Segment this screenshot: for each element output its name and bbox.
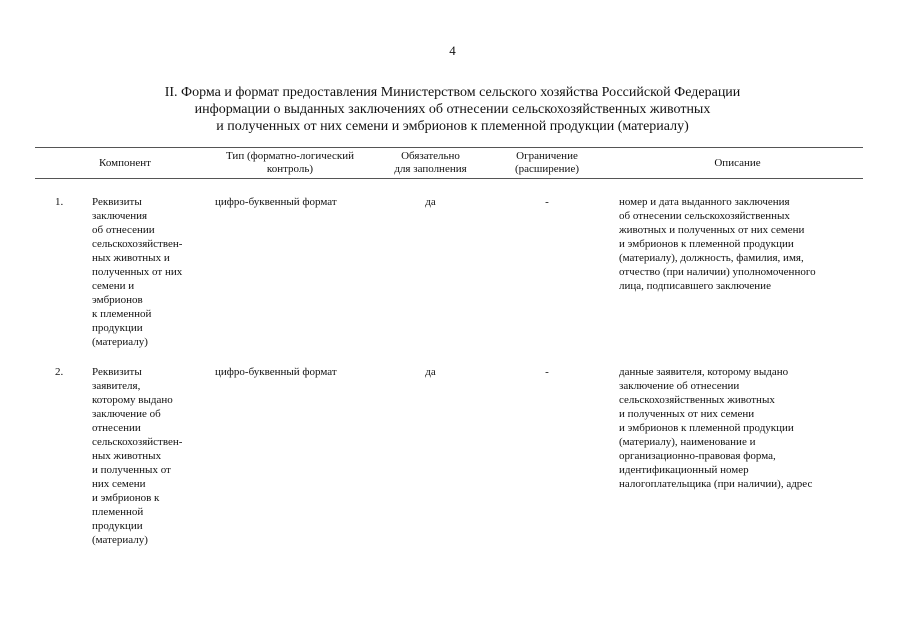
row-limit: - bbox=[545, 196, 549, 208]
header-description: Описание bbox=[714, 157, 761, 169]
section-title bbox=[100, 84, 805, 135]
row-description: данные заявителя, которому выдано заключение об отнесении сельскохозяйственных животных и полученных от них семени и эмбрионов к племенной продукции (материалу), наименование и организационно-правовая форма, идентификационный номер налогоплательщика (при наличии), адрес bbox=[619, 366, 813, 490]
title-line-3: и полученных от них семени и эмбрионов к племенной продукции (материалу) bbox=[216, 119, 689, 134]
row-component: Реквизиты заявителя, которому выдано заключение об отнесении сельскохозяйствен- ных животных и полученных от них семени и эмбрионов к племенной продукции (материалу) bbox=[92, 366, 183, 546]
header-component: Компонент bbox=[99, 157, 151, 169]
page-number: 4 bbox=[449, 43, 456, 58]
row-component: Реквизиты заключения об отнесении сельскохозяйствен- ных животных и полученных от них семени и эмбрионов к племенной продукции (материалу) bbox=[92, 196, 183, 348]
row-type: цифро-буквенный формат bbox=[215, 196, 337, 208]
title-line-1: II. Форма и формат предоставления Министерством сельского хозяйства Российской Федерации bbox=[164, 85, 741, 100]
row-required: да bbox=[425, 196, 436, 208]
row-limit: - bbox=[545, 366, 549, 378]
header-type: Тип (форматно-логический контроль) bbox=[225, 150, 354, 175]
row-description: номер и дата выданного заключения об отнесении сельскохозяйственных животных и полученных от них семени и эмбрионов к племенной продукции (материалу), должность, фамилия, имя, отчество (при наличии) уполномоченного лица, подписавшего заключение bbox=[619, 196, 816, 292]
header-limit: Ограничение (расширение) bbox=[515, 150, 579, 175]
row-number: 1. bbox=[55, 196, 64, 208]
table-header-rule bbox=[35, 178, 863, 179]
row-number: 2. bbox=[55, 366, 64, 378]
row-required: да bbox=[425, 366, 436, 378]
table-top-rule bbox=[35, 147, 863, 148]
title-line-2: информации о выданных заключениях об отнесении сельскохозяйственных животных bbox=[194, 102, 711, 117]
row-type: цифро-буквенный формат bbox=[215, 366, 337, 378]
header-required: Обязательно для заполнения bbox=[394, 150, 467, 175]
